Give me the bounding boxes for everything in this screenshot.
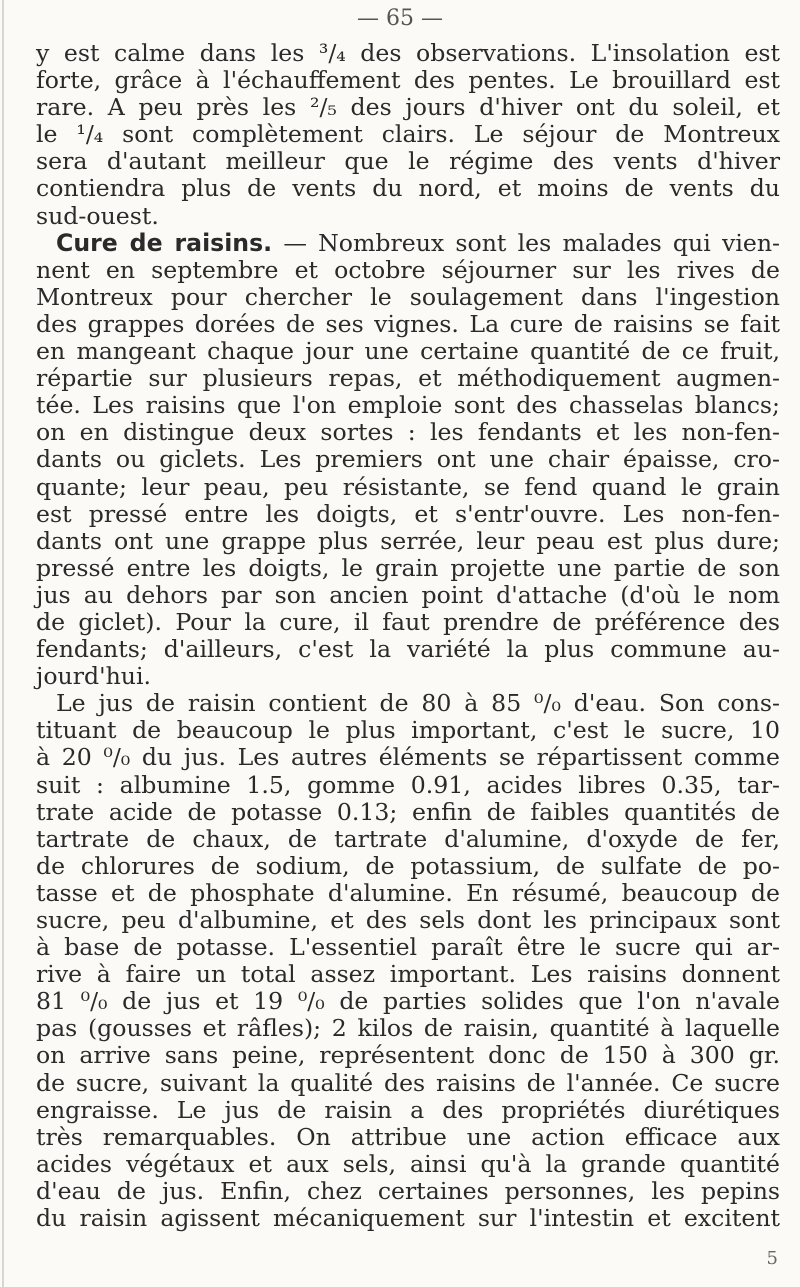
text-line: jus au dehors par son ancien point d'attache (d'où le nom — [36, 580, 780, 609]
text-line: à base de potasse. L'essentiel paraît être le sucre qui ar- — [36, 933, 780, 962]
section-heading: Cure de raisins. — [56, 228, 273, 257]
text-line: des grappes dorées de ses vignes. La cure de raisins se fait — [36, 309, 780, 338]
text-line: pressé entre les doigts, le grain projette une partie de son — [36, 553, 780, 582]
text-line: Montreux pour chercher le soulagement dans l'ingestion — [36, 282, 780, 311]
text-line: y est calme dans les ³/₄ des observations. L'insolation est — [36, 39, 780, 67]
text-line: tituant de beaucoup le plus important, c'est le sucre, 10 — [36, 716, 780, 745]
text-line: tasse et de phosphate d'alumine. En résumé, beaucoup de — [36, 878, 780, 907]
signature-mark: 5 — [766, 1248, 778, 1269]
text-line: d'eau de jus. Enfin, chez certaines personnes, les pepins — [36, 1176, 780, 1205]
text-line: Le jus de raisin contient de 80 à 85 ⁰/₀ d'eau. Son cons- — [56, 689, 780, 718]
text-line: de sucre, suivant la qualité des raisins de l'année. Ce sucre — [36, 1068, 780, 1097]
text-line: tartrate de chaux, de tartrate d'alumine, d'oxyde de fer, — [36, 824, 780, 853]
text-line: on arrive sans peine, représentent donc de 150 à 300 gr. — [36, 1041, 780, 1070]
text-line: répartie sur plusieurs repas, et méthodiquement augmen- — [36, 364, 780, 393]
text-line: tée. Les raisins que l'on emploie sont des chasselas blancs; — [36, 391, 780, 420]
text-line: contiendra plus de vents du nord, et moins de vents du — [36, 174, 780, 203]
text-line: Cure de raisins. — Nombreux sont les malades qui vien- — [56, 228, 780, 257]
text-line: en mangeant chaque jour une certaine quantité de ce fruit, — [36, 337, 780, 366]
page-number: — 65 — — [357, 6, 443, 31]
text-line: quante; leur peau, peu résistante, se fend quand le grain — [36, 472, 780, 501]
text-line: sera d'autant meilleur que le régime des vents d'hiver — [36, 147, 780, 176]
text-line: acides végétaux et aux sels, ainsi qu'à la grande quantité — [36, 1149, 780, 1178]
text-line: suit : albumine 1.5, gomme 0.91, acides libres 0.35, tar- — [36, 770, 780, 799]
text-line: de giclet). Pour la cure, il faut prendre de préférence des — [36, 607, 780, 636]
text-line: dants ont une grappe plus serrée, leur peau est plus dure; — [36, 526, 780, 555]
text-line: sucre, peu d'albumine, et des sels dont les principaux sont — [36, 906, 780, 934]
text-line: très remarquables. On attribue une action efficace aux — [36, 1122, 780, 1151]
text-line: pas (gousses et râfles); 2 kilos de raisin, quantité à laquelle — [36, 1014, 780, 1043]
text-line: rive à faire un total assez important. Les raisins donnent — [36, 960, 780, 989]
text-line: du raisin agissent mécaniquement sur l'intestin et excitent — [36, 1204, 780, 1233]
text-line: on en distingue deux sortes : les fendants et les non-fen- — [36, 418, 780, 447]
text-line: dants ou giclets. Les premiers ont une chair épaisse, cro- — [36, 445, 780, 474]
text-line: le ¹/₄ sont complètement clairs. Le séjour de Montreux — [36, 120, 780, 149]
text-line: trate acide de potasse 0.13; enfin de faibles quantités de — [36, 797, 780, 826]
body-text — [36, 40, 780, 1232]
text-line: engraisse. Le jus de raisin a des propriétés diurétiques — [36, 1095, 780, 1124]
text-line: est pressé entre les doigts, et s'entr'ouvre. Les non-fen- — [36, 499, 780, 528]
text-line: forte, grâce à l'échauffement des pentes. Le brouillard est — [36, 66, 780, 95]
text-line: 81 ⁰/₀ de jus et 19 ⁰/₀ de parties solides que l'on n'avale — [36, 987, 780, 1016]
text-line: fendants; d'ailleurs, c'est la variété la plus commune au- — [36, 635, 780, 664]
text-line: à 20 ⁰/₀ du jus. Les autres éléments se répartissent comme — [36, 743, 780, 772]
page-edge-shadow — [2, 0, 4, 1287]
text-line: rare. A peu près les ²/₅ des jours d'hiver ont du soleil, et — [36, 93, 780, 122]
text-line: sud-ouest. — [36, 201, 159, 230]
text-line: jourd'hui. — [36, 662, 152, 691]
text-line: de chlorures de sodium, de potassium, de sulfate de po- — [36, 851, 780, 880]
text-line: nent en septembre et octobre séjourner sur les rives de — [36, 255, 780, 284]
